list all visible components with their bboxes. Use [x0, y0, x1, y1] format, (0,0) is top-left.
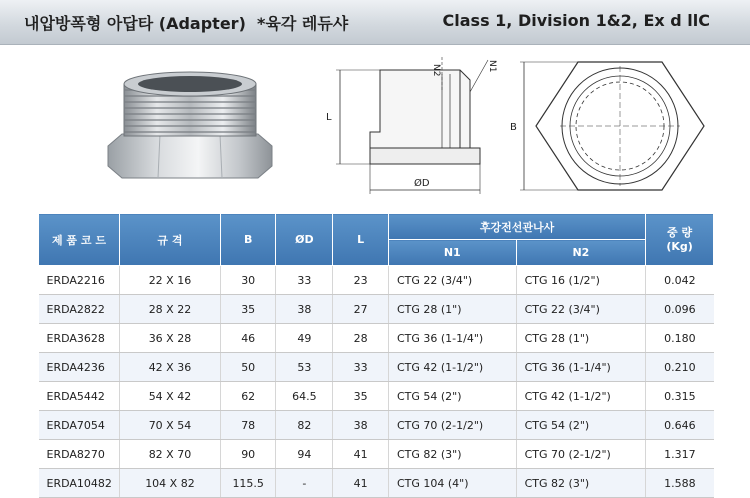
col-b: B [220, 214, 275, 266]
cell-l: 41 [333, 440, 389, 469]
cell-code: ERDA10482 [39, 469, 120, 498]
cell-code: ERDA5442 [39, 382, 120, 411]
cell-od: 38 [276, 295, 333, 324]
col-od: ØD [276, 214, 333, 266]
col-size: 규 격 [119, 214, 220, 266]
spec-table [38, 213, 714, 498]
cell-od: 82 [276, 411, 333, 440]
cell-od: 94 [276, 440, 333, 469]
cell-weight: 0.210 [646, 353, 714, 382]
cell-l: 38 [333, 411, 389, 440]
cell-l: 41 [333, 469, 389, 498]
cell-n2: CTG 22 (3/4") [516, 295, 646, 324]
cell-l: 35 [333, 382, 389, 411]
cell-n1: CTG 54 (2") [388, 382, 516, 411]
table-row [39, 382, 714, 411]
cell-size: 104 X 82 [119, 469, 220, 498]
cell-n2: CTG 82 (3") [516, 469, 646, 498]
cell-od: 49 [276, 324, 333, 353]
cell-b: 35 [220, 295, 275, 324]
cell-n1: CTG 104 (4") [388, 469, 516, 498]
table-row [39, 295, 714, 324]
l-label: L [326, 112, 332, 123]
cell-l: 27 [333, 295, 389, 324]
cell-n2: CTG 36 (1-1/4") [516, 353, 646, 382]
cell-weight: 0.042 [646, 266, 714, 295]
cell-b: 115.5 [220, 469, 275, 498]
cell-n2: CTG 54 (2") [516, 411, 646, 440]
cell-size: 82 X 70 [119, 440, 220, 469]
page-title: 내압방폭형 아답타 (Adapter) *육각 레듀샤 [24, 14, 349, 33]
cell-b: 50 [220, 353, 275, 382]
cell-weight: 1.317 [646, 440, 714, 469]
b-label: B [510, 122, 517, 133]
d-label: ØD [414, 178, 430, 189]
cell-size: 54 X 42 [119, 382, 220, 411]
table-row [39, 411, 714, 440]
col-n1: N1 [388, 240, 516, 266]
cell-size: 22 X 16 [119, 266, 220, 295]
n2-label: N2 [431, 64, 441, 77]
col-n2: N2 [516, 240, 646, 266]
cell-size: 70 X 54 [119, 411, 220, 440]
table-row [39, 266, 714, 295]
cell-weight: 0.646 [646, 411, 714, 440]
table-row [39, 353, 714, 382]
cell-code: ERDA2216 [39, 266, 120, 295]
cell-code: ERDA3628 [39, 324, 120, 353]
cell-weight: 1.588 [646, 469, 714, 498]
cell-n1: CTG 70 (2-1/2") [388, 411, 516, 440]
cell-n2: CTG 28 (1") [516, 324, 646, 353]
page-header [0, 0, 750, 45]
cell-n2: CTG 42 (1-1/2") [516, 382, 646, 411]
cell-b: 90 [220, 440, 275, 469]
table-row [39, 469, 714, 498]
cell-n1: CTG 22 (3/4") [388, 266, 516, 295]
cell-od: 53 [276, 353, 333, 382]
cell-weight: 0.180 [646, 324, 714, 353]
cell-code: ERDA7054 [39, 411, 120, 440]
cell-code: ERDA2822 [39, 295, 120, 324]
cell-size: 28 X 22 [119, 295, 220, 324]
col-conduit: 후강전선관나사 [388, 214, 645, 240]
cell-n1: CTG 28 (1") [388, 295, 516, 324]
cell-code: ERDA8270 [39, 440, 120, 469]
cell-n1: CTG 82 (3") [388, 440, 516, 469]
product-photo [100, 62, 280, 192]
cell-od: - [276, 469, 333, 498]
table-row [39, 440, 714, 469]
cell-n1: CTG 36 (1-1/4") [388, 324, 516, 353]
n1-label: N1 [487, 60, 497, 73]
cell-size: 36 X 28 [119, 324, 220, 353]
cell-size: 42 X 36 [119, 353, 220, 382]
col-code: 제 품 코 드 [39, 214, 120, 266]
col-weight: 중 량 (Kg) [646, 214, 714, 266]
cell-b: 46 [220, 324, 275, 353]
cell-l: 33 [333, 353, 389, 382]
cell-n1: CTG 42 (1-1/2") [388, 353, 516, 382]
cell-b: 62 [220, 382, 275, 411]
table-row [39, 324, 714, 353]
cell-od: 64.5 [276, 382, 333, 411]
cell-l: 23 [333, 266, 389, 295]
cell-weight: 0.096 [646, 295, 714, 324]
cell-weight: 0.315 [646, 382, 714, 411]
cell-code: ERDA4236 [39, 353, 120, 382]
cell-od: 33 [276, 266, 333, 295]
technical-drawing [310, 52, 730, 202]
cell-n2: CTG 16 (1/2") [516, 266, 646, 295]
classification-label: Class 1, Division 1&2, Ex d llC [442, 11, 710, 30]
cell-n2: CTG 70 (2-1/2") [516, 440, 646, 469]
cell-l: 28 [333, 324, 389, 353]
cell-b: 78 [220, 411, 275, 440]
col-l: L [333, 214, 389, 266]
cell-b: 30 [220, 266, 275, 295]
